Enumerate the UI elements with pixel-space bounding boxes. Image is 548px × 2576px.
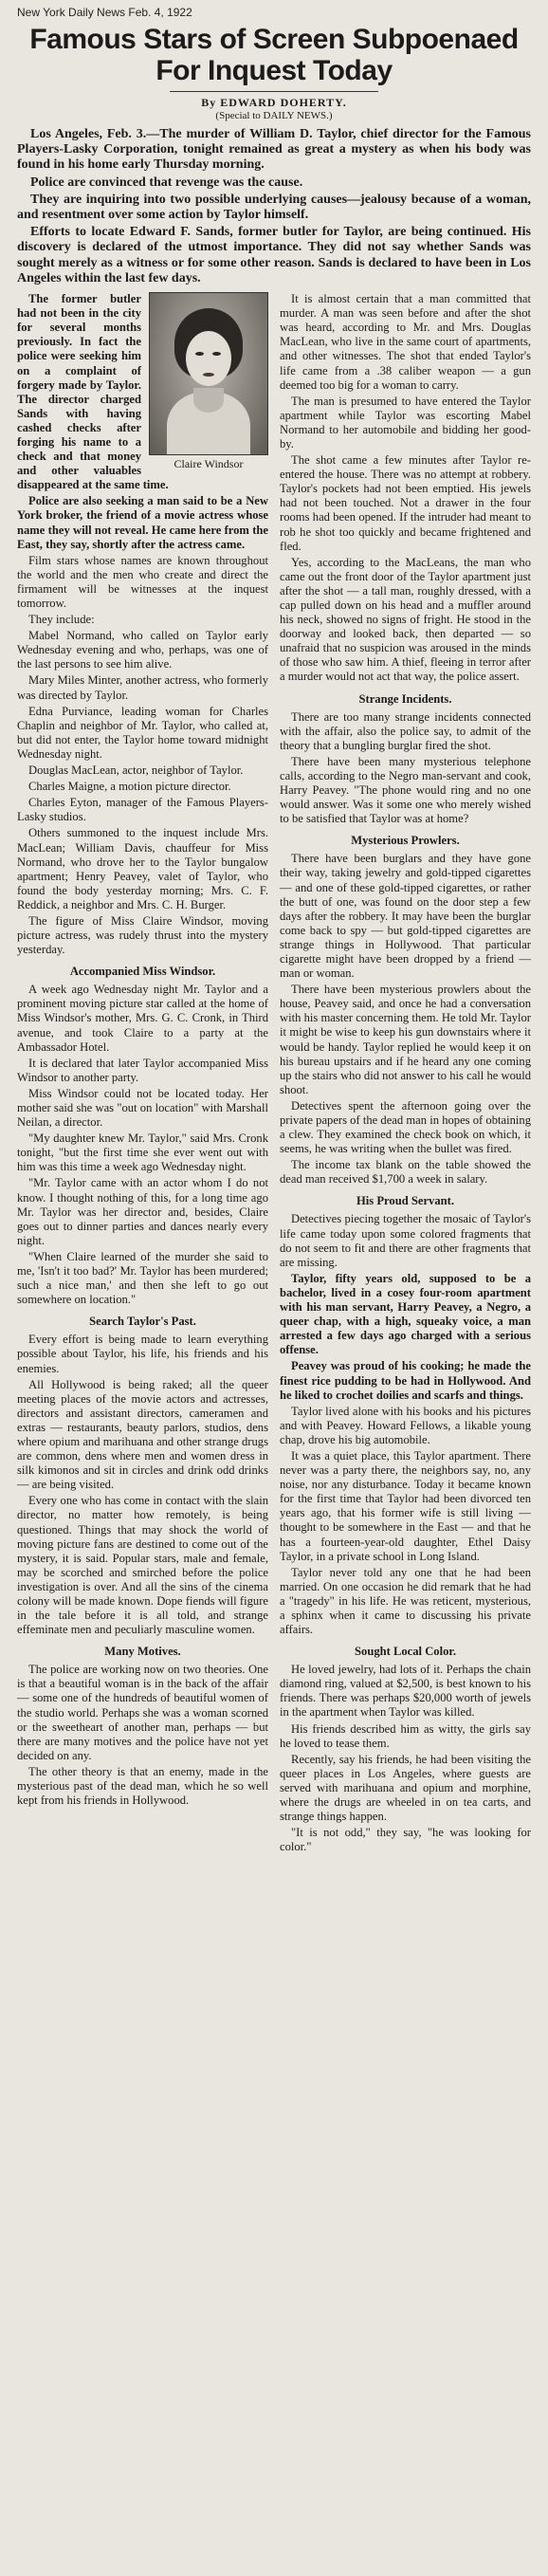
claire-windsor-photo bbox=[149, 292, 268, 455]
paragraph: A week ago Wednesday night Mr. Taylor and a prominent moving picture star called at the home of Miss Windsor's mother, Mrs. G. C. Cronk, in Third avenue, and took Claire to a party at the Ambassador Hotel. bbox=[17, 983, 268, 1054]
paragraph: Taylor never told any one that he had been married. On one occasion he did remark that he had a "tragedy" in his life. He was reticent, mysterious, a sphinx when it came to discussing his private affairs. bbox=[280, 1565, 531, 1637]
paragraph: The police are working now on two theories. One is that a beautiful woman is in the back of the affair — some one of the hundreds of beautiful women of the studio world. Perhaps she was a woman scorned or the sweetheart of another man, perhaps — but there are many motives and the police have not yet decided on any. bbox=[17, 1663, 268, 1762]
paragraph: Peavey was proud of his cooking; he made the finest rice pudding to be had in Hollywood. And he liked to crochet doilies and scarfs and things. bbox=[280, 1359, 531, 1402]
paragraph: "My daughter knew Mr. Taylor," said Mrs. Cronk tonight, "but the first time she ever went out with him was this time a week ago Wednesday night. bbox=[17, 1132, 268, 1174]
left-column bbox=[17, 292, 268, 1856]
paragraph: There are too many strange incidents connected with the affair, also the police say, to admit of the theory that a bungling burglar fired the shot. bbox=[280, 709, 531, 752]
paragraph: Charles Eyton, manager of the Famous Players-Lasky studios. bbox=[17, 796, 268, 824]
paragraph: He loved jewelry, had lots of it. Perhaps the chain diamond ring, valued at $2,500, is best known to his friends. There was perhaps $20,000 worth of jewels in the apartment when Taylor was killed. bbox=[280, 1663, 531, 1720]
paragraph: Taylor lived alone with his books and his pictures and with Peavey. Howard Fellows, a likable young chap, drove his big automobile. bbox=[280, 1404, 531, 1446]
paragraph: The shot came a few minutes after Taylor re-entered the house. There was no attempt at robbery. Taylor's pockets had not been emptied. His jewels had not been touched. Not a drawer in the four rooms had been opened. If the intruder had meant to rob he shot too quickly and became frightened and fled. bbox=[280, 453, 531, 553]
headline-line-2: For Inquest Today bbox=[155, 55, 393, 86]
right-column bbox=[280, 292, 531, 1856]
paragraph: The man is presumed to have entered the Taylor apartment while Taylor was escorting Mabel Normand to her automobile and bidding her good-by. bbox=[280, 394, 531, 451]
photo-caption: Claire Windsor bbox=[174, 457, 244, 471]
paragraph: The figure of Miss Claire Windsor, moving picture actress, was rudely thrust into the mystery yesterday. bbox=[17, 913, 268, 957]
paragraph: Others summoned to the inquest include Mrs. MacLean; William Davis, chauffeur for Miss Normand, who drove her to the Taylor bungalow apartment; Henry Peavey, valet of Taylor, who found the body yesterday morning; Mrs. C. F. Reddick, a neighbor and Mrs. C. H. Burger. bbox=[17, 826, 268, 911]
subheading: His Proud Servant. bbox=[356, 1194, 454, 1208]
lead-paragraph: Los Angeles, Feb. 3.—The murder of William D. Taylor, chief director for the Famous Players-Lasky Corporation, tonight remained as great a mystery as when his body was found in his home early Thursday morning. bbox=[17, 127, 531, 173]
lead-section bbox=[17, 127, 531, 286]
masthead: New York Daily News Feb. 4, 1922 bbox=[17, 6, 192, 19]
paragraph: Mary Miles Minter, another actress, who formerly was directed by Taylor. bbox=[17, 673, 268, 702]
paragraph: His friends described him as witty, the girls say he loved to tease them. bbox=[280, 1721, 531, 1750]
paragraph: Police are also seeking a man said to be a New York broker, the friend of a movie actress whose name they will not reveal. He came here from the East, they say, shortly after the actress came. bbox=[17, 494, 268, 551]
lead-paragraph: Efforts to locate Edward F. Sands, former butler for Taylor, are being continued. His discovery is declared of the utmost importance. They did not say whether Sands was sought merely as a witness or for some other reason. Sands is declared to have been in Los Angeles within the last few days. bbox=[17, 225, 531, 285]
paragraph: Mabel Normand, who called on Taylor early Wednesday evening and who, perhaps, was one of the last persons to see him alive. bbox=[17, 629, 268, 672]
subheading: Mysterious Prowlers. bbox=[351, 834, 460, 848]
paragraph: Detectives piecing together the mosaic of Taylor's life came today upon some colored fragments that do not seem to fit and there are other fragments that are missing. bbox=[280, 1212, 531, 1269]
headline-line-1: Famous Stars of Screen Subpoenaed bbox=[29, 24, 519, 55]
byline-note: (Special to DAILY NEWS.) bbox=[215, 110, 333, 121]
paragraph: They include: bbox=[28, 613, 95, 627]
paragraph: The other theory is that an enemy, made in the mysterious past of the dead man, which he so well kept from his friends in Hollywood. bbox=[17, 1764, 268, 1808]
subheading: Accompanied Miss Windsor. bbox=[69, 965, 216, 979]
paragraph: Film stars whose names are known throughout the world and the men who create and direct the firmament will be witnesses at the inquest tomorrow. bbox=[17, 553, 268, 610]
paragraph: Miss Windsor could not be located today. Her mother said she was "out on location" with Marshall Neilan, a director. bbox=[17, 1086, 268, 1130]
paragraph: The former butler had not been in the city for several months previously. In fact the police were seeking him on a complaint of forgery made by Taylor. The director charged Sands with having cashed checks after forging his name to a check and that money and other valuables disappeared at the same time. bbox=[17, 292, 169, 492]
paragraph: It was a quiet place, this Taylor apartment. There never was a party there, the neighbors say, no, any noise, nor any disturbance. Today it became known for the first time that Taylor had been divorced ten years ago, that his former wife is still living — thought to be somewhere in the East — and that he has a fourteen-year-old daughter, Ethel Daisy Taylor, in a private school in Long Island. bbox=[280, 1448, 531, 1563]
paragraph: There have been mysterious prowlers about the house, Peavey said, and once he had a conversation with his master concerning them. He told Mr. Taylor it might be wise to keep his gun downstairs where it would be handy. Taylor replied he would keep it on his bureau upstairs and if he heard any one coming up the stairs who did not answer to his call he would shoot. bbox=[280, 983, 531, 1096]
paragraph: Every one who has come in contact with the slain director, no matter how remotely, is being questioned. Things that may shock the world of moving picture fans are destined to come out of the mystery, it is said. Popular stars, male and female, may be scorched and smirched before the police investigation is over. And all the sins of the cinema colony will be made known. Dope fiends will figure in the tale before it is all told, and strange effeminate men and peculiarly masculine women. bbox=[17, 1494, 268, 1637]
subheading: Search Taylor's Past. bbox=[89, 1315, 196, 1329]
paragraph: All Hollywood is being raked; all the queer meeting places of the movie actors and actresses, directors and assistant directors, cameramen and extras — restaurants, beauty parlors, studios, dens where opium and marihuana and other strange drugs are common, dens where men and women dress in silk kimonos and sit in circles and drink odd drinks — are being visited. bbox=[17, 1377, 268, 1492]
lead-paragraph: Police are convinced that revenge was the cause. bbox=[30, 175, 303, 190]
subheading: Many Motives. bbox=[104, 1645, 181, 1659]
paragraph: It is declared that later Taylor accompanied Miss Windsor to another party. bbox=[17, 1056, 268, 1084]
paragraph: Yes, according to the MacLeans, the man who came out the front door of the Taylor apartment just after the shot — a tall man, roughly dressed, with a cap pulled down on his head and a muffler around his neck, showed no signs of fright. He stood in the doorway and looked back, then departed — so unafraid that no suspicion was aroused in the minds of those who saw him. A thief, fleeing in terror after a murder would not act that way, the police assert. bbox=[280, 555, 531, 684]
photo-block bbox=[149, 292, 268, 471]
byline: By EDWARD DOHERTY. bbox=[201, 96, 347, 109]
paragraph: Taylor, fifty years old, supposed to be a bachelor, lived in a cosey four-room apartment with his man servant, Harry Peavey, a Negro, a queer chap, with a high, squeaky voice, a man arrested a few days ago charged with a serious offense. bbox=[280, 1271, 531, 1357]
paragraph: Detectives spent the afternoon going over the private papers of the dead man in hopes of obtaining a clew. They examined the check book on which, it seems, he was writing when the bullet was fired. bbox=[280, 1098, 531, 1156]
subheading: Sought Local Color. bbox=[355, 1645, 456, 1659]
paragraph: Recently, say his friends, he had been visiting the queer places in Los Angeles, where guests are served with marihuana and opium and morphine, where the drugs are wheeled in on tea carts, and strange things happen. bbox=[280, 1752, 531, 1824]
paragraph: There have been many mysterious telephone calls, according to the Negro man-servant and cook, Harry Peavey. "The phone would ring and no one would answer. Was it some one who merely wished to be satisfied that Taylor was at home? bbox=[280, 754, 531, 826]
paragraph: Edna Purviance, leading woman for Charles Chaplin and neighbor of Mr. Taylor, who called at, but did not enter, the Taylor home toward midnight Wednesday night. bbox=[17, 704, 268, 761]
paragraph: It is almost certain that a man committed that murder. A man was seen before and after the shot was heard, according to Mr. and Mrs. Douglas MacLean, who live in the same court of apartments, and other witnesses. The shot that ended Taylor's life came from a .38 caliber weapon — a gun deemed too big for a woman to carry. bbox=[280, 292, 531, 392]
paragraph: "When Claire learned of the murder she said to me, 'Isn't it too bad?' Mr. Taylor has been murdered; such a nice man,' and then she left to go out somewhere on location." bbox=[17, 1249, 268, 1307]
paragraph: The income tax blank on the table showed the dead man received $1,700 a week in salary. bbox=[280, 1158, 531, 1187]
article-columns bbox=[17, 292, 531, 1856]
paragraph: Douglas MacLean, actor, neighbor of Taylor. bbox=[28, 764, 244, 778]
paragraph: "Mr. Taylor came with an actor whom I do not know. I thought nothing of this, for a long time ago Mr. Taylor was her director and, besides, Claire goes out to dinner parties and dances nearly every night. bbox=[17, 1176, 268, 1247]
lead-paragraph: They are inquiring into two possible underlying causes—jealousy because of a woman, and resentment over some action by Taylor himself. bbox=[17, 192, 531, 223]
paragraph: Charles Maigne, a motion picture director. bbox=[28, 780, 231, 794]
subheading: Strange Incidents. bbox=[358, 691, 452, 706]
paragraph: "It is not odd," they say, "he was looking for color." bbox=[280, 1826, 531, 1854]
headline-rule bbox=[170, 91, 378, 92]
paragraph: There have been burglars and they have gone their way, taking jewelry and gold-tipped cigarettes — and one of these gold-tipped cigarettes, or rather the butt of one, was found on the door step a few days after the robbery. It may have been the burglar come back to spy — but gold-tipped cigarettes are strange things in Hollywood. That particular cigarette might have been dropped by a friend — man or woman. bbox=[280, 852, 531, 981]
paragraph: Every effort is being made to learn everything possible about Taylor, his life, his friends and his enemies. bbox=[17, 1333, 268, 1375]
